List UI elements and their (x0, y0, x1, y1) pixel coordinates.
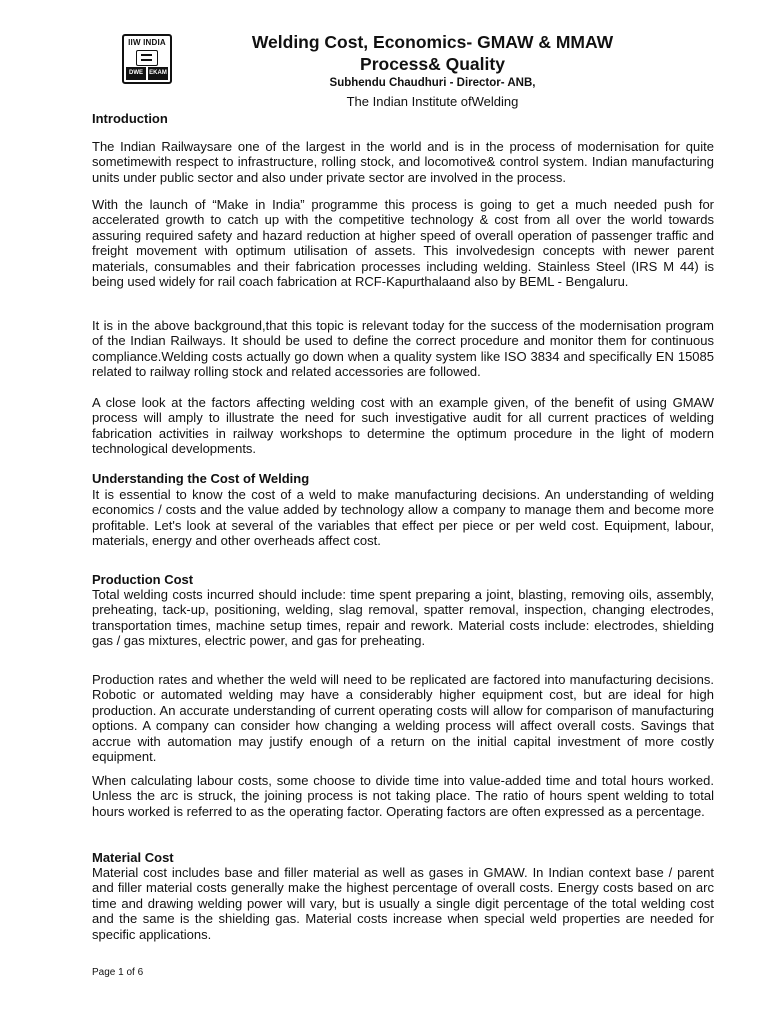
understanding-paragraph-1: It is essential to know the cost of a weld to make manufacturing decisions. An understanding of welding economics / costs and the value added by technology allow a company to manage them and become more profitable. Let's look at several of the variables that effect per piece or per weld cost. Equipment, labour, materials, energy and other overheads affect cost. (92, 487, 714, 549)
production-paragraph-3: When calculating labour costs, some choose to divide time into value-added time and total hours worked. Unless the arc is struck, the joining process is not taking place. The ratio of hours spent welding to total hours worked is referred to as the operating factor. Operating factors are often expressed as a percentage. (92, 773, 714, 819)
intro-paragraph-2: With the launch of “Make in India” programme this process is going to get a much needed push for accelerated growth to catch up with the competitive technology & cost from all over the world towards assuring required safety and hazard reduction at higher speed of overall operation of passenger traffic and freight movement with optimum utilisation of assets. This involvedesign concepts with newer parent materials, consumables and their fabrication processes including welding. Stainless Steel (IRS M 44) is being used widely for rail coach fabrication at RCF-Kapurthalaand also by BEML - Bengaluru. (92, 197, 714, 290)
heading-production-cost: Production Cost (92, 572, 194, 587)
logo-emblem-icon (136, 50, 158, 66)
iiw-india-logo (122, 34, 172, 84)
document-title-line1: Welding Cost, Economics- GMAW & MMAW (251, 32, 614, 52)
author-line: Subhendu Chaudhuri - Director- ANB, (329, 77, 536, 89)
material-paragraph-1: Material cost includes base and filler material as well as gases in GMAW. In Indian context base / parent and filler material costs generally make the highest percentage of overall costs. Energy costs based on arc time and drawing welding power will vary, but is usually a single digit percentage of the total welding cost and the same is the shielding gas. Material costs increase when special weld properties are needed for specific applications. (92, 865, 714, 942)
production-paragraph-2: Production rates and whether the weld will need to be replicated are factored into manufacturing decisions. Robotic or automated welding may have a considerably higher equipment cost, but are ideal for high production. An accurate understanding of current operating costs will allow for comparison of manufacturing options. A company can consider how changing a welding process will affect overall costs. Savings that accrue with automation may justify enough of a return on the initial capital investment of more costly equipment. (92, 672, 714, 765)
heading-material-cost: Material Cost (92, 850, 174, 865)
page-number: Page 1 of 6 (92, 967, 144, 978)
logo-top-text: IIW INDIA (128, 38, 166, 47)
heading-understanding-cost: Understanding the Cost of Welding (92, 471, 310, 486)
intro-paragraph-4: A close look at the factors affecting welding cost with an example given, of the benefit of using GMAW process will amply to illustrate the need for such investigative audit for all current practices of welding fabrication activities in railway workshops to determine the optimum procedure in the light of modern technological developments. (92, 395, 714, 457)
intro-paragraph-3: It is in the above background,that this topic is relevant today for the success of the modernisation program of the Indian Railways. It should be used to define the correct procedure and monitor them for continuous compliance.Welding costs actually go down when a quality system like ISO 3834 and specifically EN 15085 related to railway rolling stock and related accessories are followed. (92, 318, 714, 380)
logo-bottom-left: DWE (126, 67, 146, 80)
document-title-line2: Process& Quality (360, 54, 505, 74)
institute-line: The Indian Institute ofWelding (346, 94, 519, 109)
intro-paragraph-1: The Indian Railwaysare one of the largest in the world and is in the process of modernisation for quite sometimewith respect to infrastructure, rolling stock, and locomotive& control system. Indian manufacturing units under public sector and also under private sector are involved in the process. (92, 139, 714, 185)
logo-bottom-right: EKAM (148, 67, 168, 80)
heading-introduction: Introduction (92, 111, 168, 126)
logo-bottom-band (126, 67, 168, 80)
production-paragraph-1: Total welding costs incurred should include: time spent preparing a joint, blasting, removing oils, assembly, preheating, tack-up, positioning, welding, slag removal, spatter removal, inspection, changing electrodes, transportation times, machine setup times, repair and rework. Material costs include: electrodes, shielding gas / gas mixtures, electric power, and gas for preheating. (92, 587, 714, 649)
